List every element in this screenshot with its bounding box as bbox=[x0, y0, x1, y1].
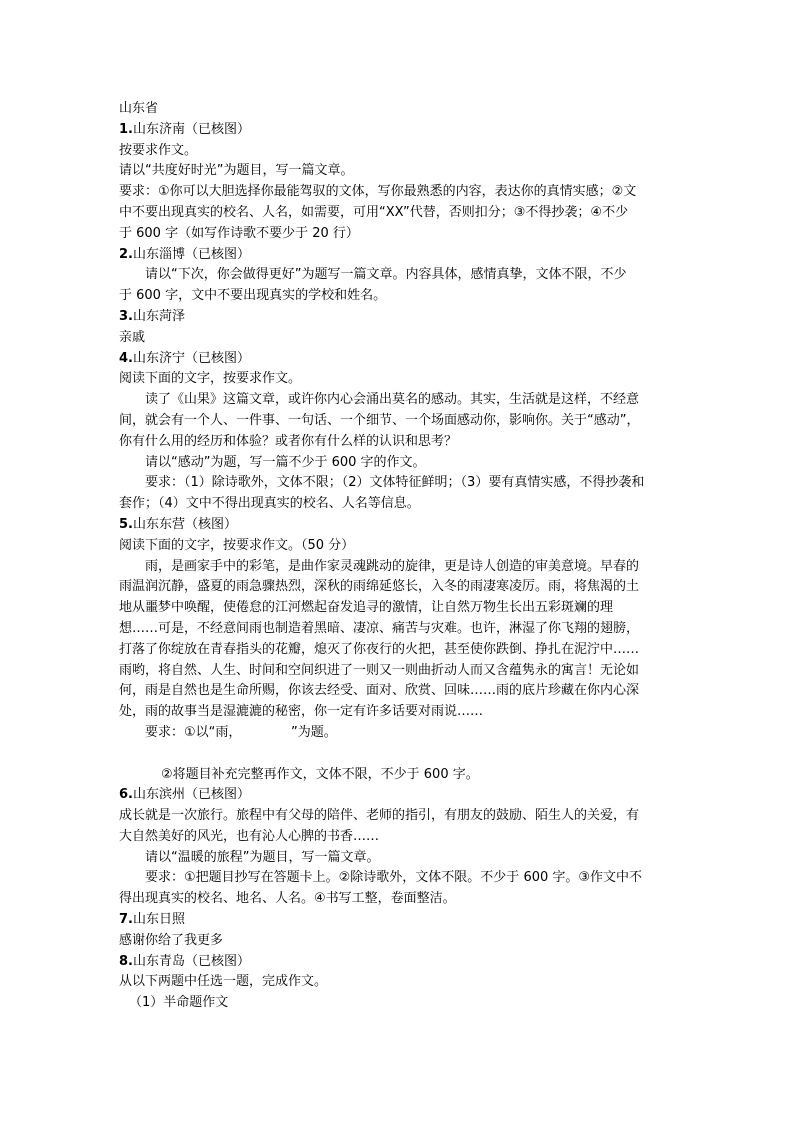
item-number: 7. bbox=[119, 912, 133, 928]
paragraph-line: 请以“感动”为题，写一篇不少于 600 字的作文。 bbox=[145, 454, 426, 470]
paragraph-line: 要求：①把题目抄写在答题卡上。②除诗歌外，文体不限。不少于 600 字。③作文中不 bbox=[145, 870, 643, 886]
item-title-text: 山东济南（已核图） bbox=[132, 121, 250, 137]
blank-line bbox=[119, 744, 681, 765]
item-number: 6. bbox=[119, 787, 133, 803]
paragraph-line: 从以下两题中任选一题，完成作文。 bbox=[119, 974, 328, 990]
item-title bbox=[119, 910, 681, 931]
item-number: 3. bbox=[119, 308, 133, 324]
paragraph-line: 成长就是一次旅行。旅程中有父母的陪伴、老师的指引，有朋友的鼓励、陌生人的关爱，有 bbox=[119, 808, 640, 824]
item-title-text: 山东东营（核图） bbox=[132, 516, 237, 532]
item-title bbox=[119, 349, 681, 370]
paragraph-line: 请以“共度好时光”为题目，写一篇文章。 bbox=[119, 163, 354, 179]
paragraph-line: 请以“温暖的旅程”为题目，写一篇文章。 bbox=[145, 849, 380, 865]
document-page bbox=[119, 99, 681, 1014]
item-title-text: 山东菏泽 bbox=[132, 308, 185, 324]
paragraph-line: 何，雨是自然也是生命所赐，你该去经受、面对、欣赏、回味……雨的底片珍藏在你内心深 bbox=[119, 683, 640, 699]
paragraph-line: 想……可是，不经意间雨也制造着黑暗、凄凉、痛苦与灾难。也许，淋湿了你飞翔的翅膀， bbox=[119, 620, 640, 636]
paragraph-line: 要求：（1）除诗歌外，文体不限；（2）文体特征鲜明；（3）要有真情实感，不得抄袭和 bbox=[145, 475, 645, 491]
item-title-text: 山东青岛（已核图） bbox=[132, 953, 250, 969]
paragraph-line: 雨温润沉静，盛夏的雨急骤热烈，深秋的雨绵延悠长，入冬的雨凄寒凌厉。雨，将焦渴的土 bbox=[119, 579, 640, 595]
item-title-text: 山东淄博（已核图） bbox=[132, 246, 250, 262]
item-number: 1. bbox=[119, 121, 133, 137]
paragraph-line: （1）半命题作文 bbox=[129, 995, 229, 1011]
item-number: 5. bbox=[119, 516, 133, 532]
item-title bbox=[119, 785, 681, 806]
item-number: 4. bbox=[119, 350, 133, 366]
paragraph-line: 感谢你给了我更多 bbox=[119, 932, 224, 948]
item-title bbox=[119, 515, 681, 536]
province-heading: 山东省 bbox=[119, 101, 159, 116]
paragraph-line: 雨，是画家手中的彩笔，是曲作家灵魂跳动的旋律，更是诗人创造的审美意境。早春的 bbox=[145, 558, 640, 574]
item-title-text: 山东滨州（已核图） bbox=[132, 787, 250, 803]
paragraph-line: 阅读下面的文字，按要求作文。 bbox=[119, 371, 302, 387]
paragraph-line: 大自然美好的风光，也有沁人心脾的书香…… bbox=[119, 828, 380, 844]
item-title bbox=[119, 307, 681, 328]
paragraph-line: 你有什么用的经历和体验？或者你有什么样的认识和思考？ bbox=[119, 433, 458, 449]
paragraph-line: 按要求作文。 bbox=[119, 142, 198, 158]
item-title-text: 山东济宁（已核图） bbox=[132, 350, 250, 366]
paragraph-line: 间，就会有一个人、一件事、一句话、一个细节、一个场面感动你，影响你。关于“感动”， bbox=[119, 412, 640, 428]
paragraph-line: 读了《山果》这篇文章，或许你内心会涌出莫名的感动。其实，生活就是这样，不经意 bbox=[145, 392, 640, 408]
paragraph-line: 处，雨的故事当是湿漉漉的秘密，你一定有许多话要对雨说…… bbox=[119, 704, 484, 720]
paragraph-line: 地从噩梦中唤醒，使倦怠的江河燃起奋发追寻的激情，让自然万物生长出五彩斑斓的理 bbox=[119, 600, 614, 616]
item-number: 8. bbox=[119, 953, 133, 969]
item-title bbox=[119, 120, 681, 141]
paragraph-line: 阅读下面的文字，按要求作文。（50 分） bbox=[119, 537, 355, 553]
item-title bbox=[119, 952, 681, 973]
paragraph-line: 套作；（4）文中不得出现真实的校名、人名等信息。 bbox=[119, 496, 420, 512]
item-title bbox=[119, 245, 681, 266]
paragraph-line: 亲戚 bbox=[119, 329, 146, 345]
paragraph-line: ②将题目补充完整再作文，文体不限，不少于 600 字。 bbox=[161, 766, 479, 782]
paragraph-line: 于 600 字（如写作诗歌不要少于 20 行） bbox=[119, 225, 359, 241]
item-number: 2. bbox=[119, 246, 133, 262]
paragraph-line: 打落了你绽放在青春指头的花瓣，熄灭了你夜行的火把，甚至使你跌倒、挣扎在泥泞中…… bbox=[119, 641, 640, 657]
paragraph-line: 得出现真实的校名、地名、人名。④书写工整，卷面整洁。 bbox=[119, 891, 456, 907]
item-title-text: 山东日照 bbox=[132, 912, 185, 928]
paragraph-line: 要求：①以“雨， ”为题。 bbox=[145, 724, 337, 740]
paragraph-line: 中不要出现真实的校名、人名，如需要，可用“XX”代替，否则扣分；③不得抄袭；④不少 bbox=[119, 204, 629, 220]
paragraph-line: 请以“下次，你会做得更好”为题写一篇文章。内容具体，感情真挚，文体不限，不少 bbox=[145, 267, 627, 283]
paragraph-line: 要求：①你可以大胆选择你最能驾驭的文体，写你最熟悉的内容，表达你的真情实感；②文 bbox=[119, 184, 637, 200]
paragraph-line: 于 600 字，文中不要出现真实的学校和姓名。 bbox=[119, 288, 387, 304]
paragraph-line: 雨哟，将自然、人生、时间和空间织进了一则又一则曲折动人而又含蕴隽永的寓言！无论如 bbox=[119, 662, 640, 678]
